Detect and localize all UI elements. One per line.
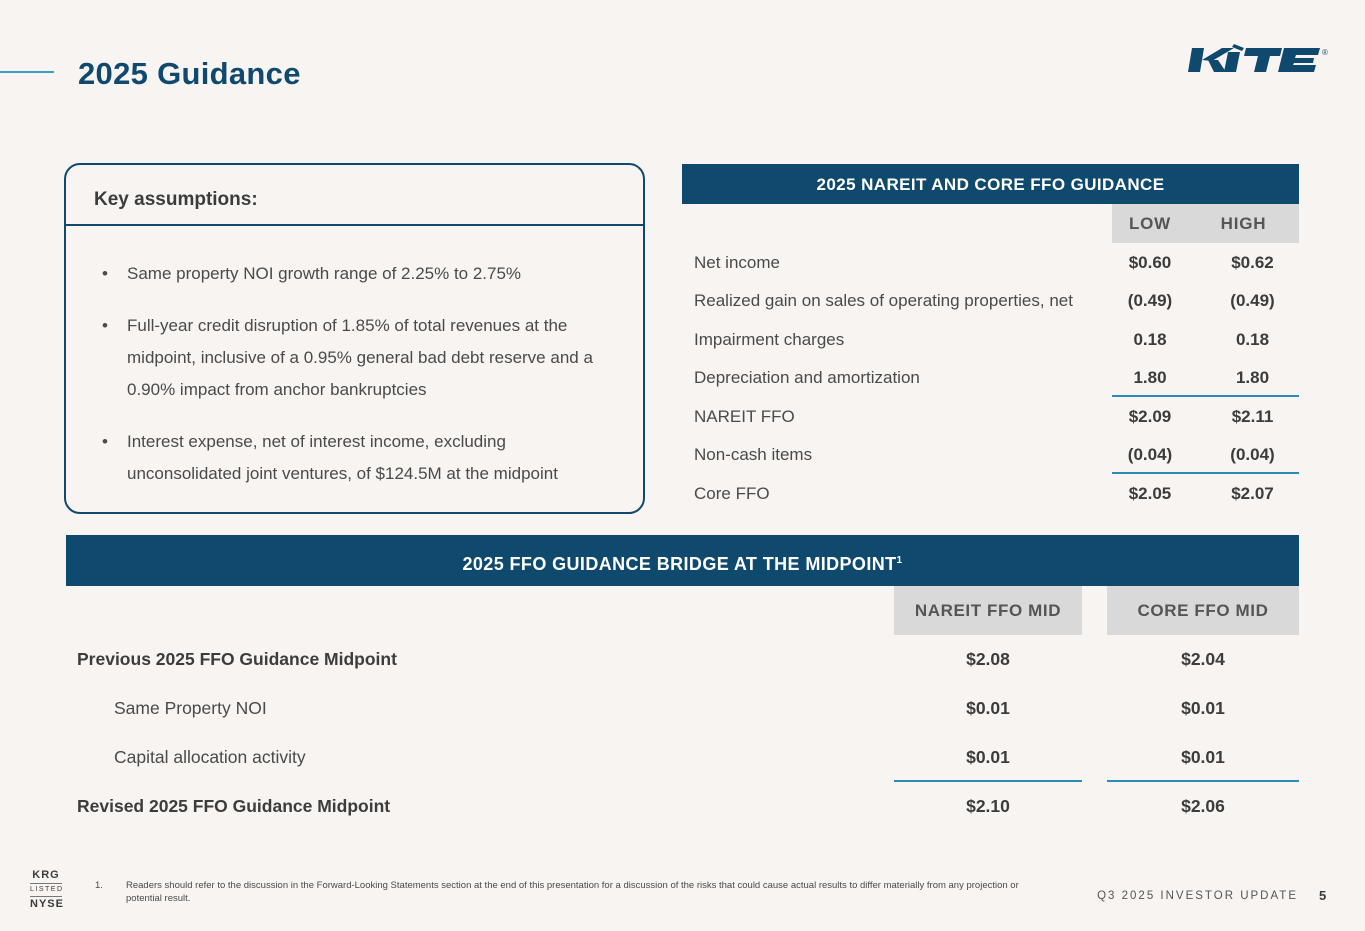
nareit-value: $0.01: [966, 747, 1010, 767]
row-label: Non-cash items: [694, 445, 813, 464]
table-header-row: [682, 204, 1299, 243]
high-value: 0.18: [1235, 329, 1270, 349]
row-label: Depreciation and amortization: [694, 368, 920, 387]
page-number: 5: [1319, 888, 1327, 903]
high-value: $2.07: [1231, 483, 1274, 503]
high-value: $2.11: [1231, 406, 1274, 426]
core-value: $0.01: [1181, 747, 1225, 767]
row-label: Core FFO: [694, 483, 770, 503]
core-value: $0.01: [1181, 698, 1225, 718]
low-value: 1.80: [1133, 368, 1167, 387]
ffo-bridge-heading-text: 2025 FFO GUIDANCE BRIDGE AT THE MIDPOINT: [462, 554, 897, 574]
key-assumptions-panel: [64, 163, 645, 514]
table-row: [66, 635, 1299, 684]
table-row: [682, 281, 1299, 320]
row-label: Net income: [694, 252, 780, 272]
high-value: $0.62: [1231, 252, 1274, 272]
column-header-low: LOW: [1112, 204, 1188, 243]
bullet-icon: •: [102, 264, 108, 283]
nyse-listed-badge: [30, 869, 62, 911]
table-row: [66, 733, 1299, 782]
page-title: 2025 Guidance: [78, 56, 301, 91]
table-row: [682, 243, 1299, 282]
high-value: (0.04): [1230, 445, 1275, 464]
assumption-text: Same property NOI growth range of 2.25% to 2.75%: [127, 264, 522, 283]
high-value: (0.49): [1230, 291, 1275, 310]
bullet-icon: •: [102, 316, 108, 335]
core-value: $2.04: [1181, 649, 1225, 669]
table-row: [682, 320, 1299, 359]
footnote-text: Readers should refer to the discussion in the Forward-Looking Statements section at the end of this presentation for a discussion of the risks that could cause actual results to differ materially from any projection or potential result.: [126, 880, 1019, 904]
ffo-guidance-table: [682, 164, 1299, 512]
low-value: $2.05: [1128, 483, 1172, 503]
low-value: 0.18: [1133, 329, 1167, 349]
report-name: Q3 2025 INVESTOR UPDATE: [1097, 890, 1298, 902]
exchange-name: NYSE: [30, 898, 64, 910]
footnote-number: 1.: [95, 880, 103, 891]
table-row: [682, 474, 1299, 513]
ffo-guidance-heading: 2025 NAREIT AND CORE FFO GUIDANCE: [682, 164, 1299, 204]
ticker-symbol: KRG: [32, 869, 60, 881]
footnote-marker: 1: [896, 555, 903, 566]
low-value: $0.60: [1128, 252, 1172, 272]
table-row: [682, 435, 1299, 474]
column-header-core-ffo-mid: CORE FFO MID: [1107, 586, 1299, 635]
key-assumptions-heading: Key assumptions:: [66, 165, 643, 226]
low-value: (0.49): [1127, 291, 1173, 310]
high-value: 1.80: [1235, 368, 1270, 387]
ffo-bridge-heading: [66, 535, 1299, 586]
nareit-value: $2.10: [966, 796, 1010, 816]
svg-text:®: ®: [1322, 48, 1328, 57]
column-header-high: HIGH: [1188, 204, 1299, 243]
bullet-icon: •: [102, 432, 108, 451]
table-row: [66, 782, 1299, 831]
table-row: [682, 397, 1299, 436]
row-label: NAREIT FFO: [694, 406, 795, 426]
row-label: Impairment charges: [694, 329, 845, 349]
assumption-text: Interest expense, net of interest income, excluding unconsolidated joint ventures, of $124.5M at the midpoint: [127, 432, 558, 483]
table-row: [682, 358, 1299, 397]
list-item: [102, 258, 623, 290]
row-label: Realized gain on sales of operating properties, net: [694, 291, 1073, 310]
table-row: [66, 684, 1299, 733]
row-label: Capital allocation activity: [114, 747, 306, 767]
core-value: $2.06: [1181, 796, 1225, 816]
ffo-bridge-table: [66, 535, 1299, 831]
table-header-row: [66, 586, 1299, 635]
low-value: $2.09: [1128, 406, 1172, 426]
low-value: (0.04): [1127, 445, 1173, 464]
listed-label: LISTED: [30, 883, 62, 897]
column-header-nareit-ffo-mid: NAREIT FFO MID: [894, 586, 1082, 635]
list-item: [102, 426, 623, 490]
row-label: Same Property NOI: [114, 698, 267, 718]
assumption-text: Full-year credit disruption of 1.85% of total revenues at the midpoint, inclusive of a 0.95% general bad debt reserve and a 0.90% impact from anchor bankruptcies: [127, 316, 593, 399]
assumptions-list: [66, 226, 643, 490]
row-label: Revised 2025 FFO Guidance Midpoint: [77, 796, 391, 816]
nareit-value: $2.08: [966, 649, 1010, 669]
title-accent-rule: [0, 71, 54, 73]
row-label: Previous 2025 FFO Guidance Midpoint: [77, 649, 397, 669]
kite-logo: [1188, 44, 1330, 76]
list-item: [102, 310, 623, 406]
nareit-value: $0.01: [966, 698, 1010, 718]
